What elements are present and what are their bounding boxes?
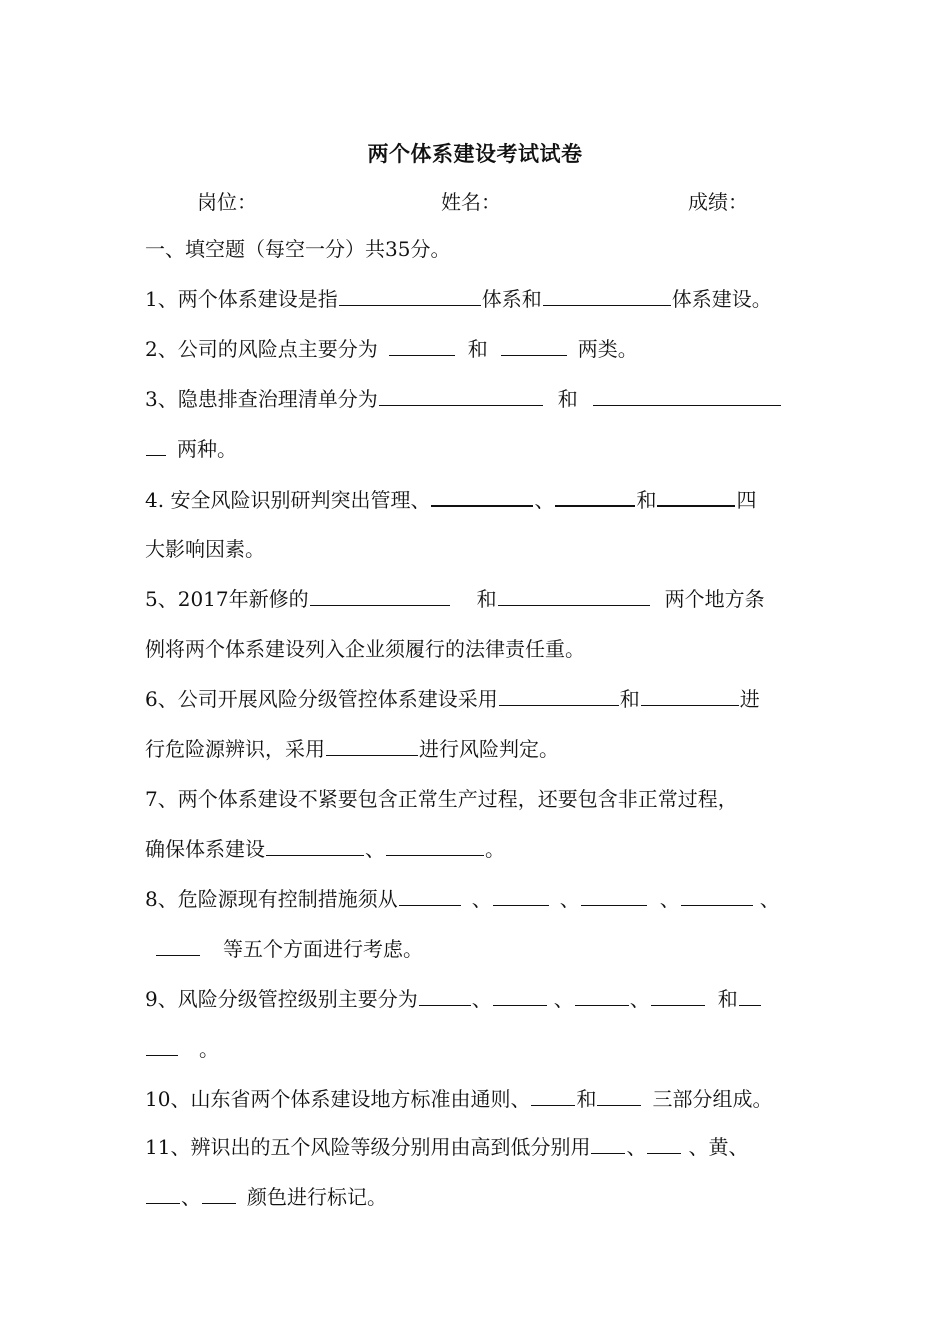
q4-prefix: 4. 安全风险识别研判突出管理、 — [145, 488, 431, 512]
q5-blank-1[interactable] — [310, 585, 450, 606]
q9-sep-3: 、 — [629, 987, 650, 1011]
q9-blank-5[interactable] — [739, 985, 761, 1006]
q2-blank-1[interactable] — [389, 335, 455, 356]
q5-blank-2[interactable] — [498, 585, 650, 606]
question-4-cont — [145, 535, 265, 563]
q6-prefix: 6、公司开展风险分级管控体系建设采用 — [145, 687, 498, 711]
q6-blank-1[interactable] — [499, 685, 619, 706]
q9-sep-1: 、 — [471, 987, 492, 1011]
question-7 — [145, 785, 738, 813]
q7-end: 。 — [485, 837, 505, 861]
q8-sep-4: 、 — [759, 887, 780, 911]
q4-blank-2[interactable] — [555, 485, 635, 507]
name-label: 姓名： — [441, 190, 501, 214]
q8-blank-3[interactable] — [581, 885, 647, 906]
q1-blank-1[interactable] — [339, 285, 481, 306]
question-3 — [145, 385, 782, 413]
q11-prefix: 11、辨识出的五个风险等级分别用由高到低分别用 — [145, 1135, 591, 1159]
q6-blank-3[interactable] — [326, 735, 418, 756]
q11-blank-4[interactable] — [202, 1183, 236, 1204]
q8-blank-4[interactable] — [681, 885, 753, 906]
question-8-cont — [145, 935, 423, 963]
q1-mid: 体系和 — [481, 287, 542, 311]
question-9-cont — [145, 1035, 219, 1063]
q8-blank-2[interactable] — [493, 885, 549, 906]
q8-sep-3: 、 — [659, 887, 680, 911]
q9-blank-3[interactable] — [575, 985, 629, 1006]
score-label: 成绩： — [688, 190, 748, 214]
question-2 — [145, 335, 638, 363]
q2-mid: 和 — [467, 337, 488, 361]
q9-end: 。 — [199, 1037, 219, 1061]
question-1 — [145, 285, 772, 313]
question-8 — [145, 885, 780, 913]
q10-suffix: 三部分组成。 — [652, 1087, 773, 1111]
question-11 — [145, 1133, 748, 1161]
q3-blank-1[interactable] — [379, 385, 543, 406]
q5-prefix: 5、2017年新修的 — [145, 587, 309, 611]
q3-blank-2-cont[interactable] — [146, 435, 166, 456]
q5-suffix-a: 两个地方条 — [664, 587, 765, 611]
q4-blank-1[interactable] — [431, 485, 533, 507]
q11-yellow: 、黄、 — [688, 1135, 749, 1159]
page-title: 两个体系建设考试试卷 — [367, 141, 583, 166]
q9-and: 和 — [717, 987, 738, 1011]
question-5-cont — [145, 635, 585, 663]
q11-suffix: 颜色进行标记。 — [247, 1185, 387, 1209]
q4-sep1: 、 — [534, 488, 555, 512]
q10-blank-1[interactable] — [531, 1085, 575, 1106]
question-6-cont — [145, 735, 559, 763]
q1-blank-2[interactable] — [543, 285, 671, 306]
q3-prefix: 3、隐患排查治理清单分为 — [145, 387, 378, 411]
q4-suffix-b: 大影响因素。 — [145, 537, 265, 561]
position-label: 岗位： — [197, 190, 257, 214]
question-5 — [145, 585, 765, 613]
q5-suffix-b: 例将两个体系建设列入企业须履行的法律责任重。 — [145, 637, 585, 661]
q4-suffix-a: 四 — [736, 488, 757, 512]
q9-blank-4[interactable] — [651, 985, 705, 1006]
q7-sep: 、 — [365, 837, 385, 861]
q1-prefix: 1、两个体系建设是指 — [145, 287, 338, 311]
q11-sep-2: 、 — [181, 1185, 201, 1209]
q8-suffix: 等五个方面进行考虑。 — [223, 937, 423, 961]
q2-blank-2[interactable] — [501, 335, 567, 356]
q11-sep-1: 、 — [626, 1135, 647, 1159]
q9-blank-5-cont[interactable] — [146, 1035, 178, 1056]
q2-suffix: 两类。 — [577, 337, 638, 361]
q3-suffix: 两种。 — [177, 437, 237, 461]
q7-line2-prefix: 确保体系建设 — [145, 837, 265, 861]
question-4 — [145, 485, 756, 514]
q8-sep-1: 、 — [471, 887, 492, 911]
q4-sep2: 和 — [636, 488, 657, 512]
q8-prefix: 8、危险源现有控制措施须从 — [145, 887, 398, 911]
q6-mid: 和 — [619, 687, 640, 711]
q4-blank-3[interactable] — [657, 485, 735, 507]
q11-blank-1[interactable] — [591, 1133, 625, 1154]
q6-line2-suffix: 进行风险判定。 — [419, 737, 559, 761]
q11-blank-3[interactable] — [146, 1183, 180, 1204]
q3-blank-2[interactable] — [593, 385, 781, 406]
q2-prefix: 2、公司的风险点主要分为 — [145, 337, 378, 361]
q9-sep-2: 、 — [553, 987, 574, 1011]
question-9 — [145, 985, 762, 1013]
q6-line2-prefix: 行危险源辨识，采用 — [145, 737, 325, 761]
q9-blank-1[interactable] — [419, 985, 471, 1006]
q10-blank-2[interactable] — [597, 1085, 641, 1106]
q3-mid: 和 — [557, 387, 578, 411]
question-3-cont — [145, 435, 237, 463]
q11-blank-2[interactable] — [647, 1133, 681, 1154]
q5-mid: 和 — [476, 587, 497, 611]
question-11-cont — [145, 1183, 387, 1211]
q7-blank-1[interactable] — [266, 835, 364, 856]
question-6 — [145, 685, 760, 713]
q7-line1: 7、两个体系建设不紧要包含正常生产过程，还要包含非正常过程， — [145, 787, 738, 811]
q6-blank-2[interactable] — [641, 685, 739, 706]
q8-sep-2: 、 — [559, 887, 580, 911]
section-heading: 一、填空题（每空一分）共35分。 — [145, 237, 451, 261]
question-10 — [145, 1085, 772, 1113]
question-7-cont — [145, 835, 505, 863]
q9-prefix: 9、风险分级管控级别主要分为 — [145, 987, 418, 1011]
q6-suffix-a: 进 — [739, 687, 760, 711]
q8-blank-5[interactable] — [156, 935, 200, 956]
q1-suffix: 体系建设。 — [671, 287, 772, 311]
q10-prefix: 10、山东省两个体系建设地方标准由通则、 — [145, 1087, 531, 1111]
q7-blank-2[interactable] — [386, 835, 484, 856]
q8-blank-1[interactable] — [399, 885, 461, 906]
q10-mid: 和 — [576, 1087, 597, 1111]
q9-blank-2[interactable] — [493, 985, 547, 1006]
